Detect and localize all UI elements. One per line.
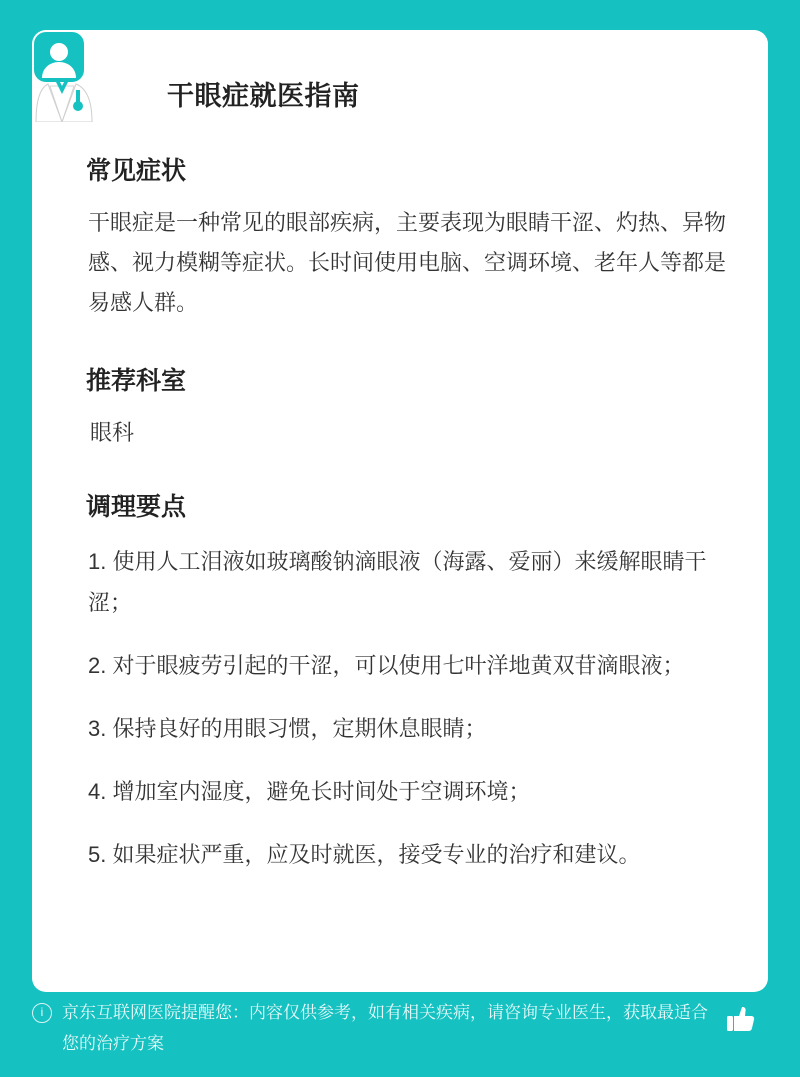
section-heading-department: 推荐科室 <box>86 367 187 395</box>
guide-card <box>32 30 768 992</box>
thumbs-up-icon[interactable] <box>722 999 762 1039</box>
list-item: 3. 保持良好的用眼习惯，定期休息眼睛； <box>88 716 487 741</box>
section-body-department: 眼科 <box>90 420 135 445</box>
footer-text: 京东互联网医院提醒您：内容仅供参考，如有相关疾病，请咨询专业医生，获取最适合您的治疗方案 <box>62 1003 708 1053</box>
list-item: 4. 增加室内湿度，避免长时间处于空调环境； <box>88 779 531 804</box>
info-icon: i <box>32 1003 52 1023</box>
list-item: 1. 使用人工泪液如玻璃酸钠滴眼液（海露、爱丽）来缓解眼睛干涩； <box>88 549 707 615</box>
section-heading-symptoms: 常见症状 <box>86 157 187 185</box>
page-title: 干眼症就医指南 <box>167 81 360 111</box>
list-item: 2. 对于眼疲劳引起的干涩，可以使用七叶洋地黄双苷滴眼液； <box>88 653 685 678</box>
doctor-avatar-icon <box>32 30 110 122</box>
tips-list <box>62 541 738 875</box>
section-heading-tips: 调理要点 <box>86 493 187 521</box>
section-body-symptoms: 干眼症是一种常见的眼部疾病，主要表现为眼睛干涩、灼热、异物感、视力模糊等症状。长时间使用电脑、空调环境、老年人等都是易感人群。 <box>88 210 727 315</box>
footer-disclaimer <box>32 997 768 1059</box>
list-item: 5. 如果症状严重，应及时就医，接受专业的治疗和建议。 <box>88 842 641 867</box>
